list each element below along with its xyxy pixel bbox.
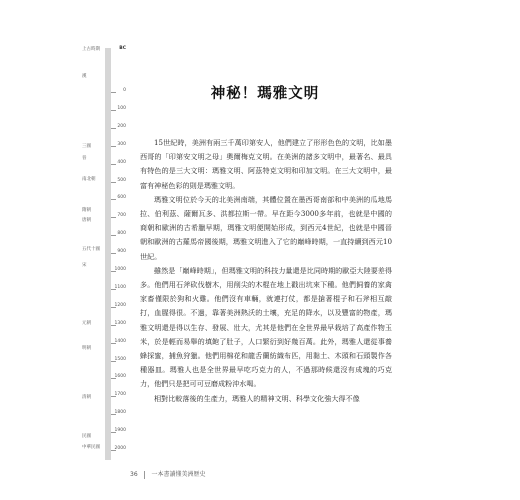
- timeline-tick-label: 900: [117, 249, 126, 255]
- timeline-era-label: 元朝: [82, 320, 91, 326]
- timeline-tick-label: 1300: [114, 320, 126, 326]
- timeline-era-label: 唐朝: [82, 217, 91, 223]
- timeline-era-label: 明朝: [82, 345, 91, 351]
- timeline-era-label: 南北朝: [82, 176, 96, 182]
- timeline-era-label: 晉: [82, 156, 87, 162]
- book-title: 一本書讀懂美洲歷史: [151, 471, 206, 478]
- timeline-tick-mark: [111, 199, 116, 200]
- timeline-tick-label: 2000: [114, 446, 126, 451]
- page-title: 神秘！瑪雅文明: [210, 85, 320, 102]
- timeline-tick-label: 600: [117, 195, 126, 201]
- timeline-tick-mark: [111, 128, 116, 129]
- footer-divider: [144, 471, 145, 479]
- timeline-tick-label: 800: [117, 231, 126, 237]
- timeline-tick-mark: [111, 92, 116, 93]
- timeline-tick-label: 1900: [114, 428, 126, 434]
- timeline-tick-mark: [111, 182, 116, 183]
- timeline-tick-label: 1100: [114, 284, 126, 290]
- timeline-tick-label: 100: [117, 105, 126, 111]
- timeline-tick-mark: [111, 235, 116, 236]
- timeline-tick-label: 500: [117, 177, 126, 183]
- timeline-era-label: 中華民國: [82, 444, 100, 450]
- timeline-era-label: 清朝: [82, 395, 91, 401]
- timeline-tick-mark: [111, 164, 116, 165]
- timeline-tick-label: 1500: [114, 356, 126, 362]
- timeline-tick-label: 1700: [114, 392, 126, 398]
- page-footer: [130, 469, 206, 479]
- timeline-top-label: 上古時期: [82, 47, 100, 52]
- timeline-tick-mark: [111, 253, 116, 254]
- timeline-era-label: 五代十國: [82, 246, 100, 252]
- body-text: [140, 136, 392, 406]
- timeline-top-marker: BC: [119, 46, 126, 51]
- timeline-era-label: 漢: [82, 73, 87, 79]
- timeline-tick-label: 400: [117, 159, 126, 165]
- timeline-tick-label: 1000: [114, 267, 126, 272]
- paragraph: 瑪雅文明位於今天的北美洲南端，其體位置在墨西哥南部和中美洲的瓜地馬拉、伯利茲、薩爾瓦多、洪都拉斯一帶。早在距今3000多年前，也就是中國的商朝和歐洲的古希臘早期，瑪雅文明便開始形成，到西元4世紀，也就是中國晉朝和歐洲的古羅馬帝國後期，瑪雅文明進入了它的巔峰時期，一直持續到西元10世紀。: [140, 194, 392, 261]
- paragraph: 相對比較落後的生產力，瑪雅人的精神文明、科學文化強大得不像: [154, 393, 360, 403]
- timeline-era-label: 隋朝: [82, 207, 91, 213]
- timeline-tick-mark: [111, 110, 116, 111]
- timeline-tick-label: 0: [123, 88, 126, 93]
- timeline-era-label: 民國: [82, 434, 91, 440]
- timeline-sidebar: [82, 40, 126, 462]
- timeline-tick-mark: [111, 217, 116, 218]
- timeline-tick-label: 1600: [114, 374, 126, 380]
- timeline-tick-label: 300: [117, 141, 126, 147]
- paragraph: 15世紀時，美洲有兩三千萬印第安人，他們建立了形形色色的文明，比如墨西哥的「印第安文明之母」奧爾梅克文明。在美洲的諸多文明中，最著名、最具有特色的是三大文明：瑪雅文明、阿茲特克文明和印加文明。在三大文明中，最富有神秘色彩的則是瑪雅文明。: [140, 138, 392, 190]
- timeline-era-label: 宋: [82, 263, 87, 269]
- timeline-tick-label: 1200: [114, 302, 126, 308]
- paragraph: 雖然是「巔峰時期」，但瑪雅文明的科技力量還是比同時期的歐亞大陸要差得多。他們用石斧砍伐樹木，用削尖的木棍在地上戳出坑來下種。他們飼養的家禽家畜僅限於狗和火雞。他們沒有車輛，就連打仗，都是搶著棍子和石斧相互敲打，血腥得很。不過，靠著美洲熱沃的土壤，充足的降水，以及豐富的物產，瑪雅文明還是得以生存、發展、壯大，尤其是他們在全世界最早栽培了高產作物玉米，於是輕而易舉的填飽了肚子，人口繁衍到好幾百萬。此外，瑪雅人還從事養蜂採蜜，捕魚狩獵。他們用棉花和龍舌蘭紡織布匹，用黏土、木頭和石頭製作各種器皿。瑪雅人也是全世界最早吃巧克力的人，不過那時候還沒有成塊的巧克力，他們只是把可可豆磨成粉沖水喝。: [140, 265, 392, 389]
- timeline-tick-mark: [111, 146, 116, 147]
- page-number: 36: [130, 471, 138, 478]
- timeline-era-label: 三國: [82, 143, 91, 149]
- timeline-tick-label: 1800: [114, 410, 126, 416]
- timeline-tick-label: 200: [117, 123, 126, 129]
- timeline-tick-label: 1400: [114, 338, 126, 344]
- timeline-tick-label: 700: [117, 213, 126, 219]
